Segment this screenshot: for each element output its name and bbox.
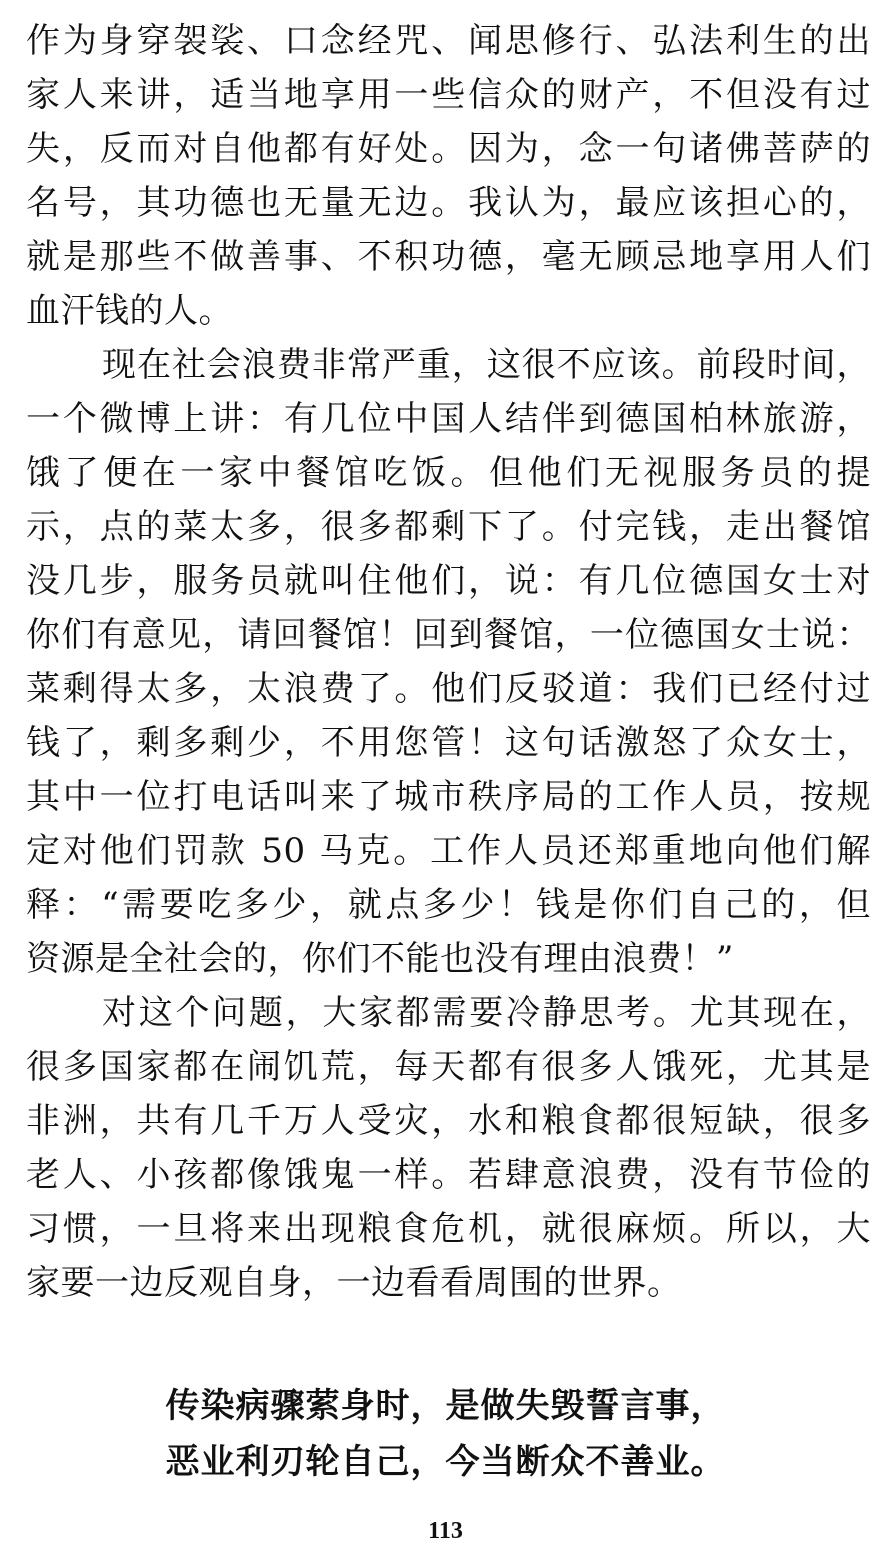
text-line: 就是那些不做善事、不积功德，毫无顾忌地享用人们 [26,237,871,277]
text-line: 很多国家都在闹饥荒，每天都有很多人饿死，尤其是 [26,1047,871,1087]
text-line: 一个微博上讲：有几位中国人结伴到德国柏林旅游， [26,399,871,439]
text-line: 对这个问题，大家都需要冷静思考。尤其现在， [102,993,871,1033]
text-line: 失，反而对自他都有好处。因为，念一句诸佛菩萨的 [26,129,871,169]
text-line: 名号，其功德也无量无边。我认为，最应该担心的， [26,183,871,223]
text-line: 钱了，剩多剩少，不用您管！这句话激怒了众女士， [26,723,871,763]
text-line: 家要一边反观自身，一边看看周围的世界。 [26,1263,682,1303]
text-line: 资源是全社会的，你们不能也没有理由浪费！” [26,939,734,979]
text-line: 现在社会浪费非常严重，这很不应该。前段时间， [102,345,871,385]
verse [0,1378,891,1490]
text-line: 作为身穿袈裟、口念经咒、闻思修行、弘法利生的出 [26,21,871,61]
body-text [26,14,871,1310]
paragraph [26,338,871,986]
verse-line: 恶业利刃轮自己，今当断众不善业。 [165,1442,726,1482]
text-line: 饿了便在一家中餐馆吃饭。但他们无视服务员的提 [26,453,871,493]
text-line: 老人、小孩都像饿鬼一样。若肆意浪费，没有节俭的 [26,1155,871,1195]
text-line: 其中一位打电话叫来了城市秩序局的工作人员，按规 [26,777,871,817]
text-line: 你们有意见，请回餐馆！回到餐馆，一位德国女士说： [26,615,871,655]
text-line: 习惯，一旦将来出现粮食危机，就很麻烦。所以，大 [26,1209,871,1249]
text-line: 示，点的菜太多，很多都剩下了。付完钱，走出餐馆 [26,507,871,547]
text-line: 家人来讲，适当地享用一些信众的财产，不但没有过 [26,75,871,115]
paragraph [26,986,871,1310]
text-line: 释：“需要吃多少，就点多少！钱是你们自己的，但 [26,885,871,925]
verse-line: 传染病骤萦身时，是做失毁誓言事， [165,1386,726,1426]
text-line: 没几步，服务员就叫住他们，说：有几位德国女士对 [26,561,871,601]
paragraph [26,14,871,338]
text-line: 血汗钱的人。 [26,291,233,331]
page-number: 113 [428,1518,463,1544]
text-line: 菜剩得太多，太浪费了。他们反驳道：我们已经付过 [26,669,871,709]
text-line: 定对他们罚款 50 马克。工作人员还郑重地向他们解 [26,831,871,871]
text-line: 非洲，共有几千万人受灾，水和粮食都很短缺，很多 [26,1101,871,1141]
